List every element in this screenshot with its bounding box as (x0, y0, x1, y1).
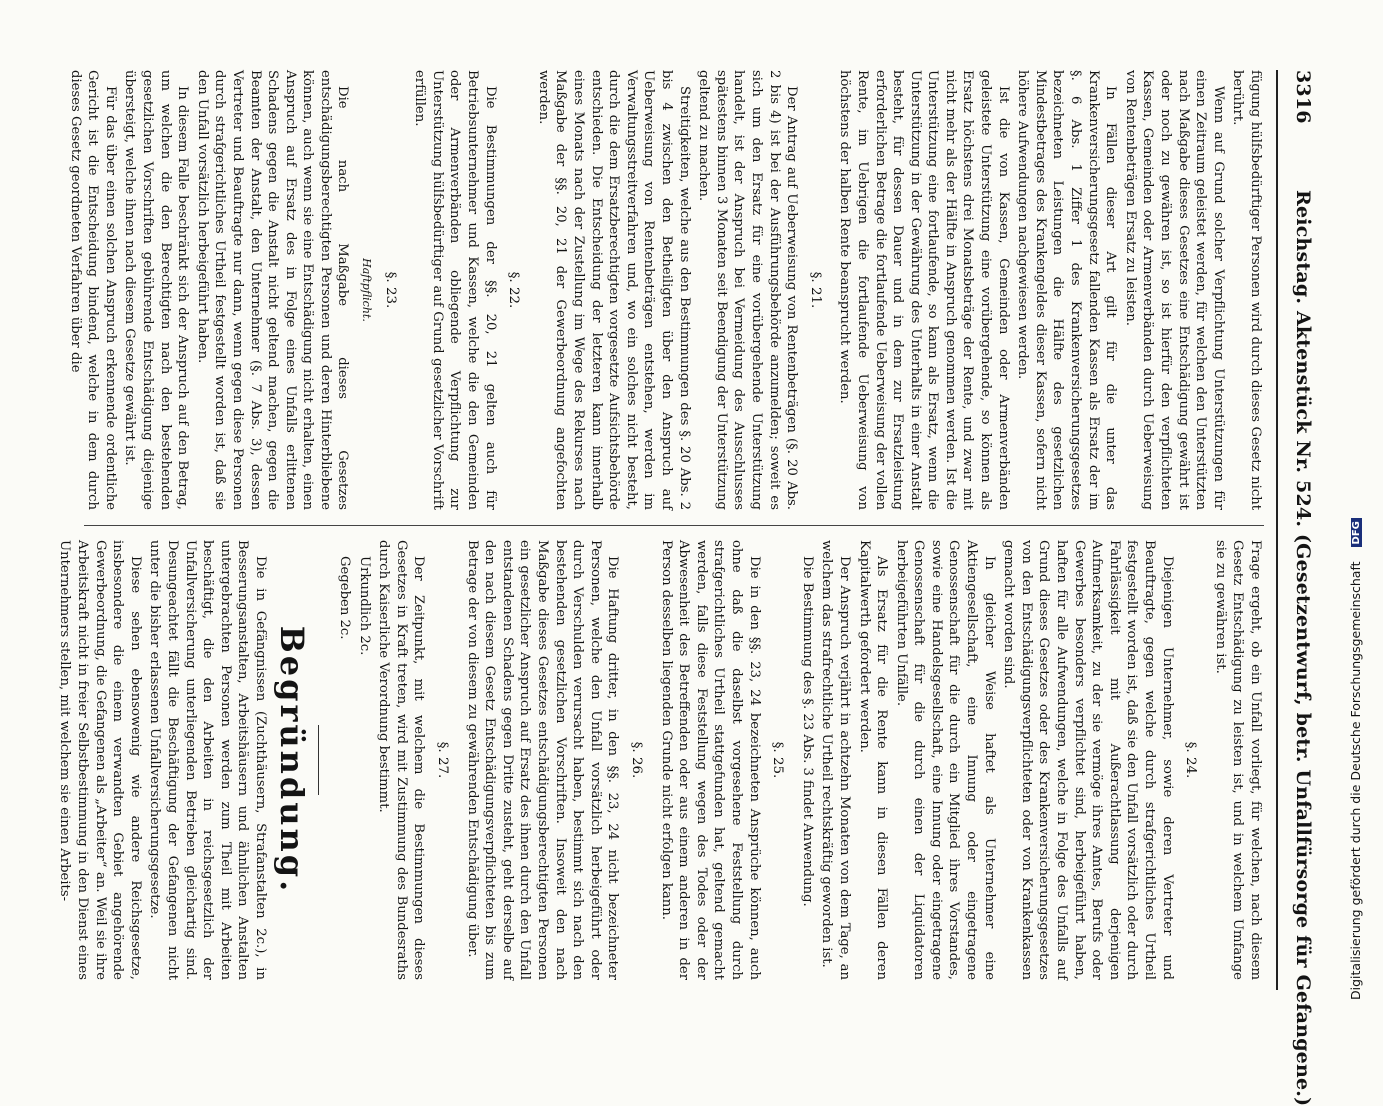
header-rule (1276, 70, 1278, 990)
paragraph: Die Haftung dritter, in den §§. 23, 24 nicht bezeichneter Personen, welche den Unfall vorsätzlich herbeigeführt oder durch Verschulden verursacht haben, bestimmt sich nach den bestehenden gesetzlichen Vorschriften. Insoweit den nach Maßgabe dieses Gesetzes entschädigungsberechtigten Personen ein gesetzlicher Anspruch auf Ersatz des ihnen durch den Unfall entstandenen Schadens gegen Dritte zusteht, geht derselbe auf den nach diesem Gesetz Entschädigungsverpflichteten bis zum Betrage der von diesem zu gewährenden Entschädigung über. (464, 540, 621, 980)
signature-line: Urkundlich 2c. (356, 556, 372, 656)
margin-note: Haftpflicht. (360, 258, 374, 322)
page-header (1280, 70, 1320, 1106)
right-column (57, 540, 1264, 980)
paragraph: Der Zeitpunkt, mit welchem die Bestimmungen dieses Gesetzes in Kraft treten, wird mit Zustimmung des Bundesraths durch Kaiserliche Verordnung bestimmt. (376, 540, 427, 980)
digitization-credit (1348, 80, 1370, 1000)
paragraph: Die in Gefängnissen (Zuchthäusern, Strafanstalten 2c.), in Besserungsanstalten, Arbeitshäusern und ähnlichen Anstalten untergebrachten Personen werden zum Theil mit Arbeiten beschäftigt, die den Arbeiten in reichsgesetzlich der Unfallversicherung unterliegenden Betrieben gleichartig sind. Desungeachtet fällt die Beschäftigung der Gefangenen nicht unter die bisher erlassenen Unfallversicherungsgesetze. (147, 540, 268, 980)
running-head: Reichstag. Aktenstück Nr. 524. (Gesetzentwurf, betr. Unfallfürsorge für Gefangene.) (1292, 190, 1314, 1106)
justification-heading: Begründung. (273, 625, 312, 895)
paragraph: Der Antrag auf Ueberweisung von Rentenbeträgen (§. 20 Abs. 2 bis 4) ist bei der Ausführungsbehörde anzumelden; soweit es sich um den Ersatz für eine vorübergehende Unterstützung handelt, ist der Anspruch bei Vermeidung des Ausschlusses spätestens binnen 3 Monaten seit Beendigung der Unterstützung geltend zu machen. (696, 70, 800, 510)
paragraph: Wenn auf Grund solcher Verpflichtung Unterstützungen für einen Zeitraum geleistet werden, für welchen den Unterstützten nach Maßgabe dieses Gesetzes eine Entschädigung gewährt ist oder noch zu gewähren ist, so ist hierfür den verpflichteten Kassen, Gemeinden oder Armenverbänden durch Ueberweisung von Rentenbeträgen Ersatz zu leisten. (1122, 70, 1226, 510)
paragraph: In diesem Falle beschränkt sich der Anspruch auf den Betrag, um welchen die den Berechtigten nach den bestehenden gesetzlichen Vorschriften gebührende Entschädigung diejenige übersteigt, welche ihnen nach diesem Gesetze gewährt ist. (122, 70, 191, 510)
document-page (50, 70, 1320, 1106)
section-heading-27: §. 27. (435, 741, 451, 779)
section-heading-24: §. 24. (1183, 741, 1199, 779)
paragraph: Streitigkeiten, welche aus den Bestimmungen des §. 20 Abs. 2 bis 4 zwischen den Betheiligten über den Anspruch auf Ueberweisung von Rentenbeträgen entstehen, werden im Verwaltungsstreitverfahren und, wo ein solches nicht besteht, durch die dem Ersatzberechtigten vorgesetzte Aufsichtsbehörde entschieden. Die Entscheidung der letzteren kann innerhalb eines Monats nach der Zustellung im Wege des Rekurses nach Maßgabe der §§. 20, 21 der Gewerbeordnung angefochten werden. (535, 70, 692, 510)
section-heading-25: §. 25. (770, 741, 786, 779)
paragraph: Frage ergeht, ob ein Unfall vorliegt, für welchen, nach diesem Gesetz Entschädigung zu leisten ist, und in welchem Umfange sie zu gewähren ist. (1212, 540, 1263, 980)
section-rule (319, 725, 320, 795)
paragraph: Der Anspruch verjährt in achtzehn Monaten von dem Tage, an welchem das strafrechtliche Urtheil rechtskräftig geworden ist. (819, 540, 852, 980)
paragraph: Diese sehen ebensowenig wie andere Reichsgesetze, insbesondere die einem verwandten Gebiet angehörende Gewerbeordnung, die Gefangenen als „Arbeiter“ an. Weil sie ihre Arbeitskraft nicht in freier Selbstbestimmung in den Dienst eines Unternehmers stellen, mit welchem sie einen Arbeits- (57, 540, 143, 980)
paragraph: Die Bestimmung des §. 23 Abs. 3 findet Anwendung. (799, 556, 815, 907)
paragraph: fügung hülfsbedürftiger Personen wird durch dieses Gesetz nicht berührt. (1230, 70, 1263, 510)
section-heading-22: §. 22. (506, 271, 522, 309)
dfg-logo: DFG (1351, 518, 1362, 547)
page-number: 3316 (1292, 70, 1314, 124)
section-heading-23: §. 23. (382, 271, 398, 309)
paragraph: Für das über einen solchen Anspruch erkennende ordentliche Gericht ist die Entscheidung bindend, welche in dem durch dieses Gesetz geordneten Verfahren über die (67, 70, 118, 510)
credit-text: Digitalisierung gefördert durch die Deutsche Forschungsgemeinschaft (1348, 561, 1363, 1000)
paragraph: In Fällen dieser Art gilt für die unter das Krankenversicherungsgesetz fallenden Kassen als Ersatz der im §. 6 Abs. 1 Ziffer 1 des Krankenversicherungsgesetzes bezeichneten Leistungen die Hälfte des gesetzlichen Mindestbetrages des Krankengeldes dieser Kassen, sofern nicht höhere Aufwendungen nachgewiesen werden. (1015, 70, 1119, 510)
paragraph: Diejenigen Unternehmer, sowie deren Vertreter und Beauftragte, gegen welche durch strafgerichtliches Urtheil festgestellt worden ist, daß sie den Unfall vorsätzlich oder durch Fahrlässigkeit mit Außerachtlassung derjenigen Aufmerksamkeit, zu der sie vermöge ihres Amtes, Berufs oder Gewerbes besonders verpflichtet sind, herbeigeführt haben, haften für alle Aufwendungen, welche in Folge des Unfalls auf Grund dieses Gesetzes oder des Krankenversicherungsgesetzes von den Entschädigungsverpflichteten oder von Krankenkassen gemacht worden sind. (1001, 540, 1175, 980)
paragraph: In gleicher Weise haftet als Unternehmer eine Aktiengesellschaft, eine Innung oder eingetragene Genossenschaft für die durch ein Mitglied ihres Vorstandes, sowie eine Handelsgesellschaft, eine Innung oder eingetragene Genossenschaft für die durch einen der Liquidatoren herbeigeführten Unfälle. (893, 540, 997, 980)
signature-line: Gegeben 2c. (337, 556, 353, 640)
section-heading-21: §. 21. (807, 271, 823, 309)
paragraph: Die nach Maßgabe dieses Gesetzes entschädigungsberechtigten Personen und deren Hinterbliebene können, auch wenn sie eine Entschädigung nicht erhalten, einen Anspruch auf Ersatz des in Folge eines Unfalls erlittenen Schadens gegen die Anstalt nicht geltend machen, gegen die Beamten der Anstalt, den Unternehmer (§. 7 Abs. 3), dessen Vertreter und Beauftragte nur dann, wenn gegen diese Personen durch strafgerichtliches Urtheil festgestellt worden ist, daß sie den Unfall vorsätzlich herbeigeführt haben. (194, 70, 351, 510)
paragraph: Die in den §§. 23, 24 bezeichneten Ansprüche können, auch ohne daß die daselbst vorgesehene Feststellung durch strafgerichtliches Urtheil stattgefunden hat, geltend gemacht werden, falls diese Feststellung wegen des Todes oder der Abwesenheit des Betreffenden oder aus einem anderen in der Person desselben liegenden Grunde nicht erfolgen kann. (658, 540, 762, 980)
paragraph: Die Bestimmungen der §§. 20, 21 gelten auch für Betriebsunternehmer und Kassen, welche die den Gemeinden oder Armenverbänden obliegende Verpflichtung zur Unterstützung hülfsbedürftiger auf Grund gesetzlicher Vorschrift erfüllen. (412, 70, 498, 510)
left-column (64, 70, 1264, 510)
paragraph: Ist die von Kassen, Gemeinden oder Armenverbänden geleistete Unterstützung eine vorübergehende, so können als Ersatz höchstens drei Monatsbeträge der Rente, und zwar mit nicht mehr als der Hälfte in Anspruch genommen werden. Ist die Unterstützung eine fortlaufende, so kann als Ersatz, wenn die Unterstützung in der Gewährung des Unterhalts in einer Anstalt besteht, für dessen Dauer und in dem zur Ersatzleistung erforderlichen Betrage die fortlaufende Ueberweisung der vollen Rente, im Uebrigen die fortlaufende Ueberweisung von höchstens der halben Rente beansprucht werden. (837, 70, 1011, 510)
section-heading-26: §. 26. (629, 741, 644, 779)
column-divider (84, 525, 1264, 526)
paragraph: Als Ersatz für die Rente kann in diesen Fällen deren Kapitalwerth gefordert werden. (856, 540, 890, 980)
